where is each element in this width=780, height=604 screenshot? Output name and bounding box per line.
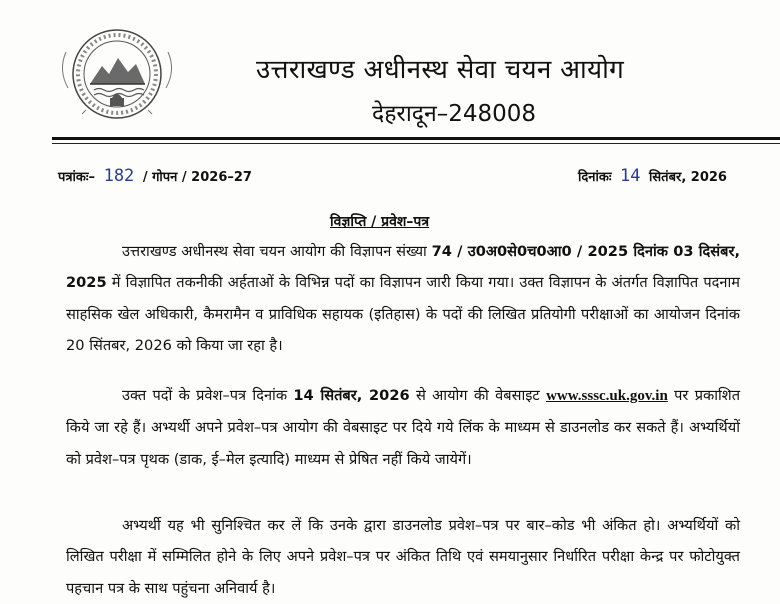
reference-suffix: / गोपन / 2026–27 [142,170,252,185]
reference-number [58,166,252,186]
admit-card-date: 14 सितंबर, 2026 [293,387,410,404]
date-prefix: दिनांकः [578,170,612,185]
paragraph-1 [66,236,740,362]
para2-text-a: उक्त पदों के प्रवेश–पत्र दिनांक [122,387,288,404]
government-emblem [52,22,182,140]
paragraph-2 [66,380,740,475]
issue-date [578,166,727,186]
header-divider-thick [52,137,780,140]
reference-prefix: पत्रांकः– [58,170,96,185]
date-handwritten-day: 14 [620,166,641,186]
para1-text-b: में विज्ञापित तकनीकी अर्हताओं के विभिन्न पदों का विज्ञापन जारी किया गया। उक्त विज्ञापन के अंतर्गत विज्ञापित पदनाम साहसिक खेल अधिकारी, कैमरामैन व प्राविधिक सहायक (इतिहास) के पदों की लिखित प्रतियोगी परीक्षाओं का आयोजन दिनांक 20 सिंतबर, 2026 को किया जा रहा है। [66,274,741,355]
organization-address: देहरादून–248008 [372,101,537,127]
para1-text-a: उत्तराखण्ड अधीनस्थ सेवा चयन आयोग की विज्ञापन संख्या [122,243,427,260]
notice-heading: विज्ञप्ति / प्रवेश–पत्र [330,214,430,230]
reference-handwritten-number: 182 [103,166,135,186]
header-divider-thin [52,143,780,144]
paragraph-3 [66,510,740,604]
para3-text: अभ्यर्थी यह भी सुनिश्चित कर लें कि उनके द्वारा डाउनलोड प्रवेश–पत्र पर बार–कोड भी अंकित हो। अभ्यर्थियों को लिखित परीक्षा में सम्मिलित होने के लिए अपने प्रवेश–पत्र पर अंकित तिथि एवं समयानुसार निर्धारित परीक्षा केन्द्र पर फोटोयुक्त पहचान पत्र के साथ पहुंचना अनिवार्य है। [66,517,740,597]
advertisement-number: 74 / उ0अ0से0च0आ0 / 2025 दिनांक 03 दिसंबर, 2025 [66,243,740,292]
seal-icon [52,22,182,140]
para2-text-b: से आयोग की वेबसाइट [415,387,540,404]
website-link[interactable]: www.sssc.uk.gov.in [546,388,668,404]
para2-text-c: पर प्रकाशित किये जा रहे हैं। अभ्यर्थी अपने प्रवेश–पत्र आयोग की वेबसाइट पर दिये गये लिंक के माध्यम से डाउनलोड कर सकते हैं। अभ्यर्थियों को प्रवेश–पत्र पृथक (डाक, ई–मेल इत्यादि) माध्यम से प्रेषित नहीं किये जायेगें। [66,387,741,468]
date-month-year: सितंबर, 2026 [649,170,727,185]
organization-name: उत्तराखण्ड अधीनस्थ सेवा चयन आयोग [256,55,625,85]
